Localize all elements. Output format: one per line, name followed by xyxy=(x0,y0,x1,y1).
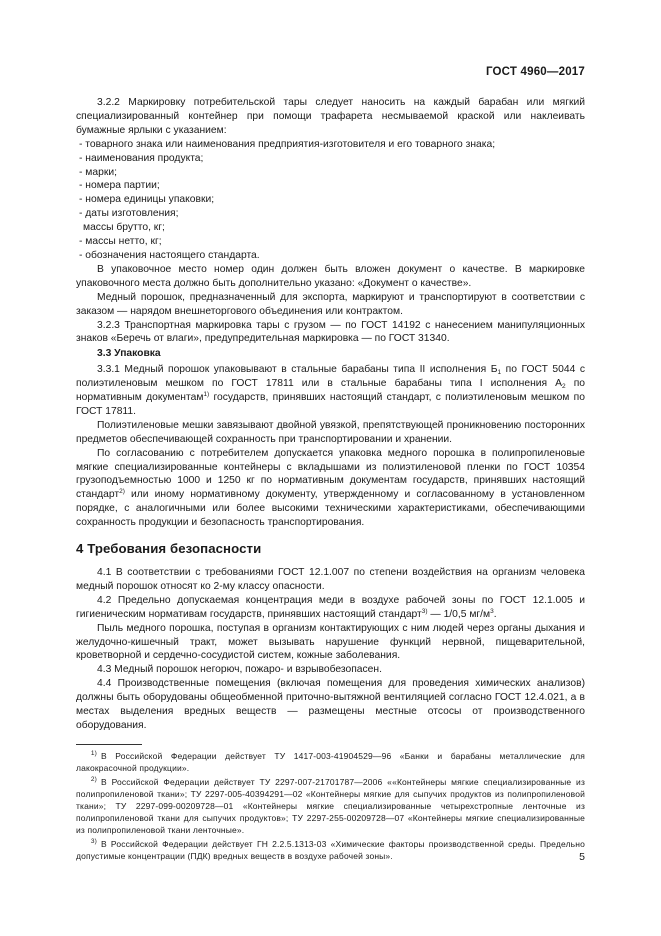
standard-header: ГОСТ 4960—2017 xyxy=(485,66,585,78)
footnote: $^{1)}$ В Российской Федерации действует ТУ 1417-003-41904529—96 «Банки и барабаны металлические для лакокрасочной продукции». xyxy=(76,749,585,773)
paragraph-3-2-2: 3.2.2 Маркировку потребительской тары следует наносить на каждый барабан или мягкий специализированный контейнер при помощи трафарета несмываемой краской или наклеивать бумажные ярлыки с указанием: xyxy=(76,97,585,136)
list-item: - товарного знака или наименования предприятия-изготовителя и его товарного знака; xyxy=(79,138,496,150)
list-item: - даты изготовления; xyxy=(79,208,179,220)
subsection-heading: 3.3 Упаковка xyxy=(97,348,161,360)
paragraph-4-3: 4.3 Медный порошок негорюч, пожаро- и взрывобезопасен. xyxy=(97,664,382,676)
list-item: - марки; xyxy=(79,166,117,178)
list-item: массы брутто, кг; xyxy=(83,222,165,234)
paragraph: Полиэтиленовые мешки завязывают двойной увязкой, препятствующей проникновению посторонних предметов обеспечивающей сохранность при транспортировании и хранении. xyxy=(76,419,585,445)
paragraph-4-1: 4.1 В соответствии с требованиями ГОСТ 12.1.007 по степени воздействия на организм человека медный порошок относят ко 2-му классу опасности. xyxy=(76,567,585,592)
paragraph-4-2: 4.2 Предельно допускаемая концентрация меди в воздухе рабочей зоны по ГОСТ 12.1.005 и гигиеническим нормативам государств, принявших настоящий стандарт$^{3)}$ — 1/0,5 $мг/м^3$. xyxy=(76,594,585,620)
list-item: - номера партии; xyxy=(79,180,160,192)
footnote: $^{2)}$ В Российской Федерации действует ТУ 2297-007-21701787—2006 ««Контейнеры мягкие специализированные из полипропиленовой ткани»; ТУ 2297-005-40394291—02 «Контейнеры мягкие для сыпучих продуктов из полипропиленовой ткани»; ТУ 2297-099-00209728—01 «Контейнеры мягкие специализированные четырехстропные ленточные из полипропиленовой ткани для сыпучих продуктов»; ТУ 2297-255-00209728—07 «Контейнеры мягкие специализированные из полипропиленовой ткани ленточные». xyxy=(76,775,585,835)
paragraph: В упаковочное место номер один должен быть вложен документ о качестве. В маркировке упаковочного места должно быть дополнительно указано: «Документ о качестве». xyxy=(76,263,585,289)
list-item: - массы нетто, кг; xyxy=(79,236,162,248)
page-number: 5 xyxy=(579,851,585,863)
footnote: $^{3)}$ В Российской Федерации действует ГН 2.2.5.1313-03 «Химические факторы производственной среды. Предельно допустимые концентрации (ПДК) вредных веществ в воздухе рабочей зоны». xyxy=(76,837,585,861)
list-item: - обозначения настоящего стандарта. xyxy=(79,249,260,261)
section-heading: 4 Требования безопасности xyxy=(76,541,262,557)
list-item: - номера единицы упаковки; xyxy=(79,194,215,206)
paragraph: По согласованию с потребителем допускается упаковка медного порошка в полипропиленовые мягкие специализированные контейнеры с вкладышами из полиэтиленовой пленки по ГОСТ 10354 грузоподъемностью 1000 и 1250 кг по нормативным документам государств, принявших настоящий стандарт$^{2)}$ или иному нормативному документу, утвержденному и согласованному в установленном порядке, с аналогичными или более высокими техническими характеристиками, обеспечивающими сохранность продукции и безопасность транспортирования. xyxy=(76,447,585,529)
paragraph: Пыль медного порошка, поступая в организм контактирующих с ним людей через органы дыхания и желудочно-кишечный тракт, может вызывать нарушение функций нервной, пищеварительной, кроветворной и сердечно-сосудистой систем, кожные заболевания. xyxy=(76,622,585,662)
paragraph-3-3-1: 3.3.1 Медный порошок упаковывают в стальные барабаны типа II исполнения $Б_1$ по ГОСТ 5044 с полиэтиленовым мешком по ГОСТ 17811 или в стальные барабаны типа I исполнения $А_2$ по нормативным документам$^{1)}$ государств, принявших настоящий стандарт, с полиэтиленовым мешком по ГОСТ 17811. xyxy=(76,364,585,417)
paragraph-3-2-3: 3.2.3 Транспортная маркировка тары с грузом — по ГОСТ 14192 с нанесением манипуляционных знаков «Беречь от влаги», предупредительная маркировка — по ГОСТ 31340. xyxy=(76,319,585,345)
paragraph-4-4: 4.4 Производственные помещения (включая помещения для проведения химических анализов) должны быть оборудованы общеобменной приточно-вытяжной вентиляцией согласно ГОСТ 12.4.021, а в местах выделения вредных веществ — размещены местные отсосы от производственного оборудования. xyxy=(76,678,585,731)
list-item: - наименования продукта; xyxy=(79,152,204,164)
footnote-separator xyxy=(76,744,142,745)
page-content xyxy=(76,96,585,862)
paragraph: Медный порошок, предназначенный для экспорта, маркируют и транспортируют в соответствии с заказом — нарядом внешнеторгового объединения или контрактом. xyxy=(76,291,585,317)
